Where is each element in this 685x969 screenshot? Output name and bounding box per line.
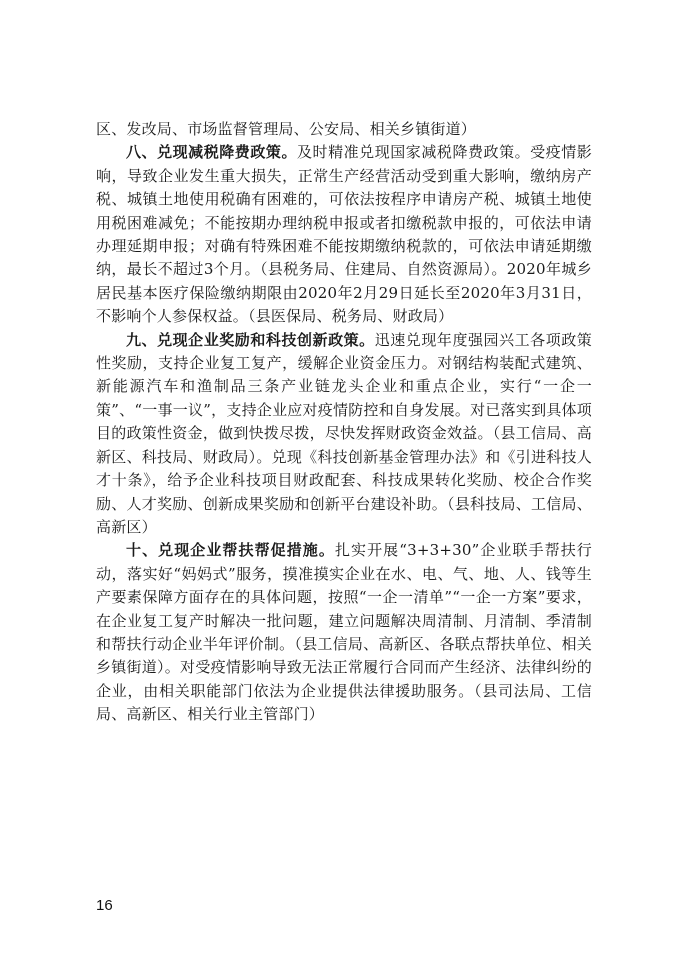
section-8-body: 及时精准兑现国家减税降费政策。受疫情影响，导致企业发生重大损失，正常生产经营活动受到重大影响，缴纳房产税、城镇土地使用税确有困难的，可依法按程序申请房产税、城镇土地使用税困难减免；不能按期办理纳税申报或者扣缴税款申报的，可依法申请办理延期申报；对确有特殊困难不能按期缴纳税款的，可依法申请延期缴纳，最长不超过3个月。（县税务局、住建局、自然资源局）。2020年城乡居民基本医疗保险缴纳期限由2020年2月29日延长至2020年3月31日，不影响个人参保权益。（县医保局、税务局、财政局）: [96, 143, 592, 326]
section-8-heading: 八、兑现减税降费政策。: [126, 143, 297, 162]
page-number: 16: [96, 897, 113, 914]
section-9-heading: 九、兑现企业奖励和科技创新政策。: [126, 330, 375, 349]
document-body: [96, 118, 592, 727]
paragraph-continuation-text: 区、发改局、市场监督管理局、公安局、相关乡镇街道）: [96, 120, 477, 138]
section-9-paragraph: [96, 329, 592, 540]
section-8-paragraph: [96, 141, 592, 328]
section-9-body: 迅速兑现年度强园兴工各项政策性奖励，支持企业复工复产，缓解企业资金压力。对钢结构装配式建筑、新能源汽车和渔制品三条产业链龙头企业和重点企业，实行“一企一策”、“一事一议”，支持企业应对疫情防控和自身发展。对已落实到具体项目的政策性资金，做到快拨尽拨，尽快发挥财政资金效益。（县工信局、高新区、科技局、财政局）。兑现《科技创新基金管理办法》和《引进科技人才十条》，给予企业科技项目财政配套、科技成果转化奖励、校企合作奖励、人才奖励、创新成果奖励和创新平台建设补助。（县科技局、工信局、高新区）: [96, 330, 592, 536]
section-10-body: 扎实开展“3+3+30”企业联手帮扶行动，落实好“妈妈式”服务，摸准摸实企业在水、电、气、地、人、钱等生产要素保障方面存在的具体问题，按照“一企一清单”“一企一方案”要求，在企业复工复产时解决一批问题，建立问题解决周清制、月清制、季清制和帮扶行动企业半年评价制。（县工信局、高新区、各联点帮扶单位、相关乡镇街道）。对受疫情影响导致无法正常履行合同而产生经济、法律纠纷的企业，由相关职能部门依法为企业提供法律援助服务。（县司法局、工信局、高新区、相关行业主管部门）: [96, 541, 592, 724]
section-10-heading: 十、兑现企业帮扶帮促措施。: [126, 541, 335, 560]
paragraph-continuation: [96, 118, 592, 141]
section-10-paragraph: [96, 539, 592, 726]
